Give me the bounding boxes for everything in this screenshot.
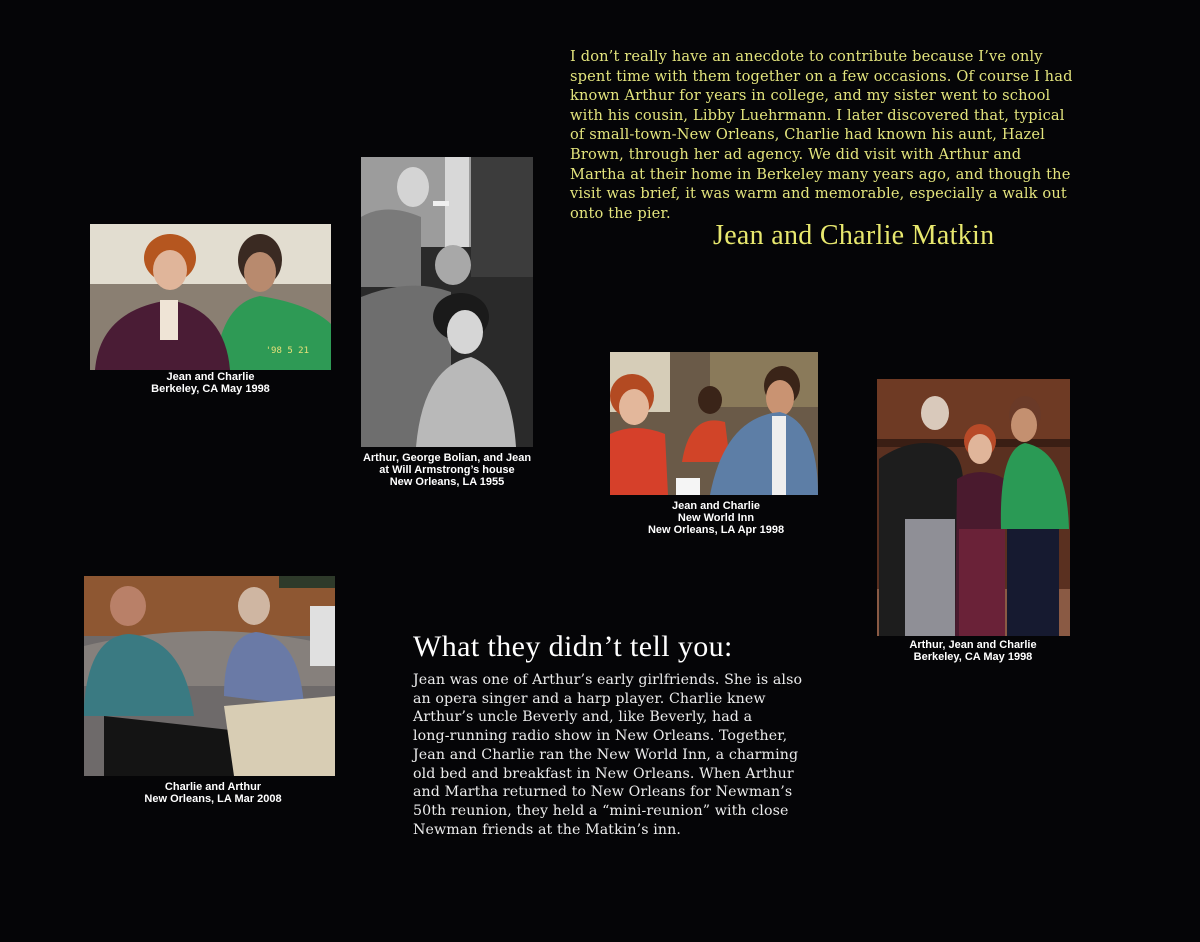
intro-line: of small-town-New Orleans, Charlie had known his aunt, Hazel [570, 126, 1045, 144]
intro-paragraph [570, 47, 1130, 223]
photo-charlie-arthur-2008 [84, 576, 335, 776]
intro-line: onto the pier. [570, 204, 671, 222]
photo-arthur-jean-charlie-berkeley [877, 379, 1070, 636]
photo-caption [90, 371, 331, 395]
story-line: and Martha returned to New Orleans for Newman’s [413, 784, 793, 801]
photo-jean-charlie-new-world-inn [610, 352, 818, 495]
signature: Jean and Charlie Matkin [713, 220, 995, 251]
caption-line: New Orleans, LA Apr 1998 [647, 524, 785, 536]
intro-line: I don’t really have an anecdote to contribute because I’ve only [570, 48, 1043, 65]
caption-line: Arthur, Jean and Charlie [909, 639, 1037, 651]
caption-line: Jean and Charlie [671, 500, 761, 512]
photo-arthur-george-jean-1955 [361, 157, 533, 447]
photo-caption [870, 639, 1076, 663]
caption-line: New Orleans, LA Mar 2008 [144, 793, 282, 805]
caption-line: Charlie and Arthur [164, 781, 262, 793]
story-line: Newman friends at the Matkin’s inn. [413, 821, 681, 838]
caption-line: Arthur, George Bolian, and Jean [362, 452, 532, 464]
intro-line: visit was brief, it was warm and memorable, especially a walk out [570, 185, 1067, 203]
photo-caption [610, 500, 822, 536]
intro-line: spent time with them together on a few occasions. Of course I had [570, 67, 1073, 85]
caption-line: Berkeley, CA May 1998 [913, 651, 1033, 663]
intro-line: with his cousin, Libby Luehrmann. I later discovered that, typical [570, 106, 1065, 124]
story-line: Jean and Charlie ran the New World Inn, a charming [413, 746, 799, 763]
story-line: Jean was one of Arthur’s early girlfriends. She is also [413, 672, 803, 688]
caption-line: Berkeley, CA May 1998 [151, 383, 270, 395]
caption-line: at Will Armstrong’s house [379, 464, 515, 476]
caption-line: Jean and Charlie [166, 371, 255, 383]
intro-line: Brown, through her ad agency. We did visit with Arthur and [570, 145, 1022, 163]
section-heading: What they didn’t tell you: [413, 630, 733, 663]
story-line: 50th reunion, they held a “mini-reunion” with close [413, 802, 789, 819]
intro-line: Martha at their home in Berkeley many years ago, and though the [570, 165, 1071, 183]
story-line: old bed and breakfast in New Orleans. When Arthur [413, 765, 794, 782]
photo-jean-charlie-berkeley [90, 224, 331, 370]
intro-line: known Arthur for years in college, and my sister went to school [570, 87, 1051, 105]
story-line: an opera singer and a harp player. Charlie knew [413, 690, 766, 707]
story-line: long-running radio show in New Orleans. Together, [413, 728, 788, 745]
story-paragraph [413, 671, 833, 839]
story-line: Arthur’s uncle Beverly and, like Beverly, had a [413, 709, 753, 726]
caption-line: New World Inn [677, 512, 755, 524]
caption-line: New Orleans, LA 1955 [389, 476, 505, 488]
photo-caption [349, 452, 545, 488]
photo-caption [84, 781, 342, 805]
photo-date-stamp: '98 5 21 [265, 346, 309, 356]
